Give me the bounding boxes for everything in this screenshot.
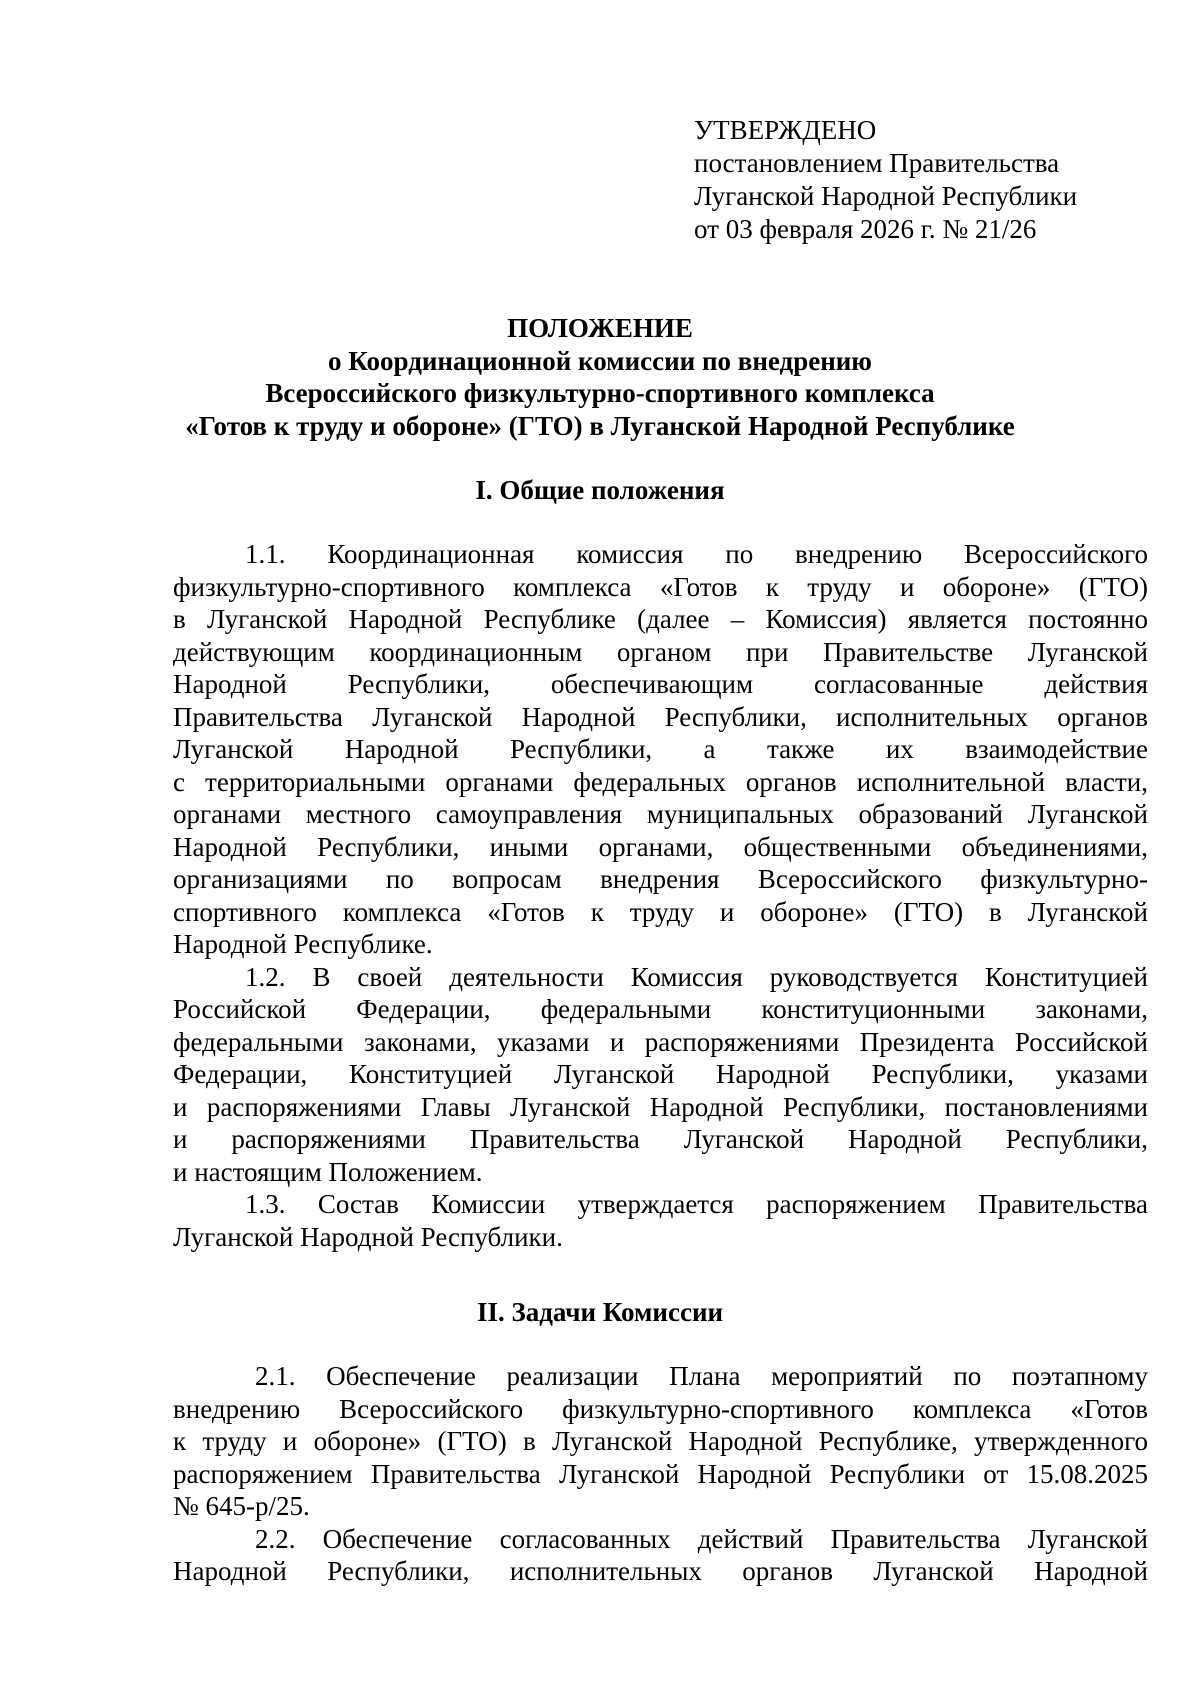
- text-line: Российской Федерации, федеральными конституционными законами,: [173, 994, 1148, 1024]
- text-line: внедрению Всероссийского физкультурно-спортивного комплекса «Готов: [173, 1393, 1148, 1424]
- approval-stamp: [694, 114, 1077, 246]
- section-heading-1: I. Общие положения: [475, 475, 725, 505]
- title-line: ПОЛОЖЕНИЕ: [507, 313, 693, 343]
- text-line: к труду и обороне» (ГТО) в Луганской Народной Республике, утвержденного: [173, 1426, 1148, 1456]
- document-title: [0, 312, 1200, 442]
- section-2-body: [173, 1360, 1148, 1588]
- approval-date-number: от 03 февраля 2026 г. № 21/26: [694, 214, 1037, 244]
- text-line: спортивного комплекса «Готов к труду и обороне» (ГТО) в Луганской: [173, 896, 1148, 927]
- text-line: органами местного самоуправления муниципальных образований Луганской: [173, 799, 1148, 829]
- text-line: и распоряжениями Главы Луганской Народной Республики, постановлениями: [173, 1091, 1148, 1122]
- text-line: 2.2. Обеспечение согласованных действий Правительства Луганской: [255, 1523, 1148, 1554]
- text-line: и распоряжениями Правительства Луганской Народной Республики,: [173, 1124, 1148, 1154]
- title-line: «Готов к труду и обороне» (ГТО) в Луганской Народной Республике: [185, 410, 1015, 441]
- paragraph-1-2: [173, 961, 1148, 1189]
- section-heading-2: II. Задачи Комиссии: [476, 1297, 724, 1327]
- text-line: Луганской Народной Республики.: [173, 1221, 563, 1252]
- text-line: действующим координационным органом при Правительстве Луганской: [173, 636, 1148, 667]
- text-line: 1.1. Координационная комиссия по внедрению Всероссийского: [245, 539, 1148, 569]
- paragraph-1-1: [173, 538, 1148, 961]
- text-line: Луганской Народной Республики, а также их взаимодействие: [173, 734, 1148, 764]
- text-line: физкультурно-спортивного комплекса «Готов к труду и обороне» (ГТО): [173, 571, 1148, 602]
- text-line: Правительства Луганской Народной Республики, исполнительных органов: [173, 701, 1148, 732]
- title-line: о Координационной комиссии по внедрению: [328, 345, 872, 376]
- text-line: 2.1. Обеспечение реализации Плана мероприятий по поэтапному: [255, 1361, 1148, 1391]
- text-line: Народной Республики, обеспечивающим согласованные действия: [173, 669, 1148, 699]
- approval-line: постановлением Правительства: [694, 148, 1060, 178]
- paragraph-2-2: [173, 1523, 1148, 1588]
- text-line: № 645-р/25.: [173, 1491, 310, 1521]
- text-line: в Луганской Народной Республике (далее – Комиссия) является постоянно: [173, 604, 1148, 634]
- text-line: и настоящим Положением.: [173, 1156, 483, 1187]
- text-line: с территориальными органами федеральных органов исполнительной власти,: [173, 766, 1148, 797]
- text-line: Федерации, Конституцией Луганской Народной Республики, указами: [173, 1059, 1148, 1089]
- text-line: 1.3. Состав Комиссии утверждается распоряжением Правительства: [245, 1189, 1148, 1219]
- text-line: федеральными законами, указами и распоряжениями Президента Российской: [173, 1026, 1148, 1057]
- text-line: Народной Республики, исполнительных органов Луганской Народной: [173, 1556, 1148, 1586]
- text-line: Народной Республике.: [173, 929, 433, 959]
- section-1-body: [173, 538, 1148, 1253]
- paragraph-1-3: [173, 1188, 1148, 1253]
- text-line: организациями по вопросам внедрения Всероссийского физкультурно-: [173, 864, 1148, 894]
- text-line: 1.2. В своей деятельности Комиссия руководствуется Конституцией: [245, 961, 1148, 992]
- title-line: Всероссийского физкультурно-спортивного комплекса: [265, 378, 935, 408]
- approval-line: Луганской Народной Республики: [694, 181, 1078, 211]
- paragraph-2-1: [173, 1360, 1148, 1523]
- text-line: распоряжением Правительства Луганской Народной Республики от 15.08.2025: [173, 1458, 1148, 1489]
- text-line: Народной Республики, иными органами, общественными объединениями,: [173, 831, 1148, 862]
- approval-heading: УТВЕРЖДЕНО: [694, 115, 877, 145]
